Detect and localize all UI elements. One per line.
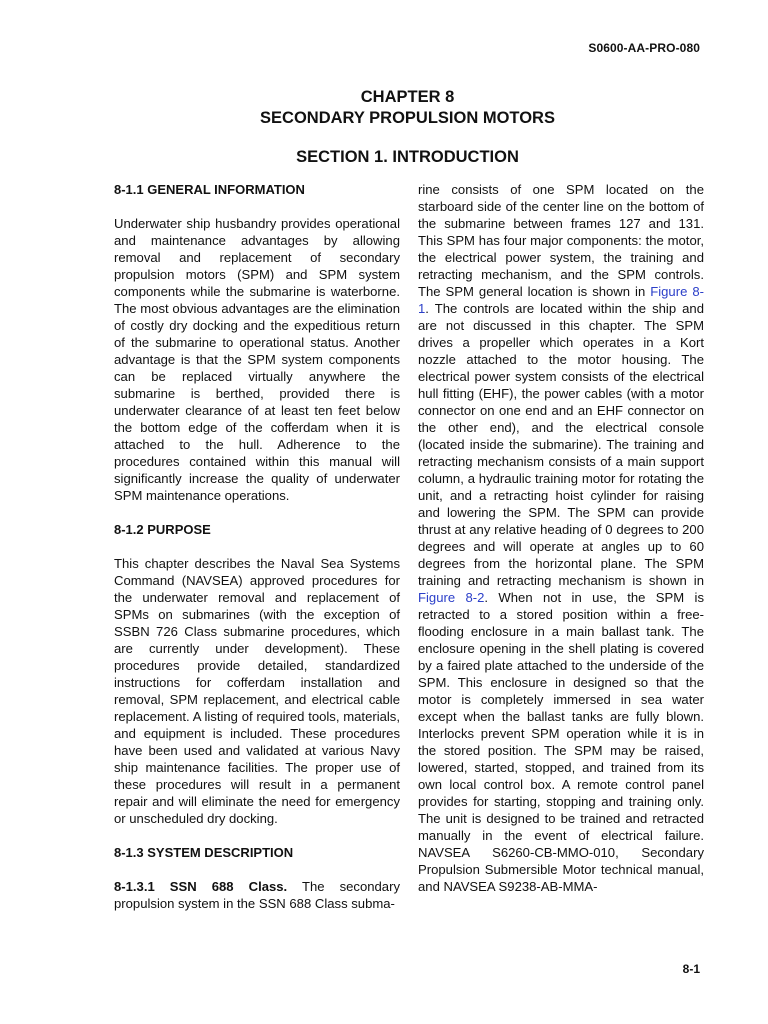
chapter-number: CHAPTER 8 xyxy=(360,88,455,106)
text-part-2: . The controls are located within the ship and are not discussed in this chapter. The SPM drives a propeller which operates in a Kort nozzle attached to the motor housing. The electrical power system consists of the electrical hull fitting (EHF), the power cables (with a motor connector on one end and an EHF connector on the other end), and the electrical console (located inside the submarine). The training and retracting mechanism consists of a main support column, a hydraulic training motor for rotating the unit, and a retracting hoist cylinder for raising and lowering the SPM. The SPM can provide thrust at any relative heading of 0 degrees to 200 degrees and will operate at angles up to 60 degrees from the horizontal plane. The SPM training and retracting mechanism is shown in xyxy=(418,301,704,588)
figure-8-1-link[interactable]: Figure 8-1 xyxy=(418,284,704,316)
figure-8-2-link[interactable]: Figure 8-2 xyxy=(418,590,485,605)
paragraph-ssn-688-continued xyxy=(418,181,704,895)
text-part-3: . When not in use, the SPM is retracted to a stored position within a free-flooding enclosure in a main ballast tank. The enclosure opening in the shell plating is covered by a faired plate attached to the underside of the SPM. This enclosure in designed so that the motor is completely immersed in sea water except when the ballast tanks are fully blown. Interlocks prevent SPM operation while it is in the stored position. The SPM may be raised, lowered, started, stopped, and trained from its own local control box. A remote control panel provides for starting, stopping and training only. The unit is designed to be trained and retracted manually in the event of electrical failure. NAVSEA S6260-CB-MMO-010, Secondary Propulsion Submersible Motor technical manual, and NAVSEA S9238-AB-MMA- xyxy=(418,590,704,894)
paragraph-purpose: This chapter describes the Naval Sea Systems Command (NAVSEA) approved procedures for the underwater removal and replacement of SPMs on submarines (with the exception of SSBN 726 Class submarine procedures, which are currently under development). These procedures provide detailed, standardized instructions for cofferdam installation and removal, SPM replacement, and electrical cable replacement. A listing of required tools, materials, and equipment is included. These procedures have been used and validated at various Navy ship maintenance facilities. The proper use of these procedures will result in a permanent repair and will eliminate the need for emergency or unscheduled dry docking. xyxy=(114,556,400,826)
heading-system-description: 8-1.3 SYSTEM DESCRIPTION xyxy=(114,845,294,860)
left-column xyxy=(114,181,400,929)
right-column xyxy=(418,181,704,912)
ssn-688-text: The secondary propulsion system in the SSN 688 Class subma- xyxy=(114,879,400,911)
section-heading: SECTION 1. INTRODUCTION xyxy=(296,148,519,166)
text-part-1: rine consists of one SPM located on the starboard side of the center line on the bottom of the submarine between frames 127 and 131. This SPM has four major components: the motor, the electrical power system, the training and retracting mechanism, and the SPM controls. The SPM general location is shown in xyxy=(418,182,704,299)
document-id: S0600-AA-PRO-080 xyxy=(588,41,700,55)
page-number: 8-1 xyxy=(682,962,700,976)
heading-general-information: 8-1.1 GENERAL INFORMATION xyxy=(114,182,305,197)
chapter-subtitle: SECONDARY PROPULSION MOTORS xyxy=(260,109,555,127)
paragraph-general-information: Underwater ship husbandry provides operational and maintenance advantages by allowing removal and replacement of secondary propulsion motors (SPM) and SPM system components while the submarine is waterborne. The most obvious advantages are the elimination of costly dry docking and the expeditious return of the submarine to operational status. Another advantage is that the SPM system components can be replaced virtually anywhere the submarine is berthed, provided there is underwater clearance of at least ten feet below the bottom edge of the cofferdam when it is attached to the hull. Adherence to the procedures contained within this manual will significantly increase the quality of underwater SPM maintenance operations. xyxy=(114,216,400,503)
heading-purpose: 8-1.2 PURPOSE xyxy=(114,522,211,537)
chapter-heading xyxy=(0,87,768,129)
ssn-688-lead: 8-1.3.1 SSN 688 Class. xyxy=(114,879,288,894)
paragraph-ssn-688 xyxy=(114,878,400,912)
